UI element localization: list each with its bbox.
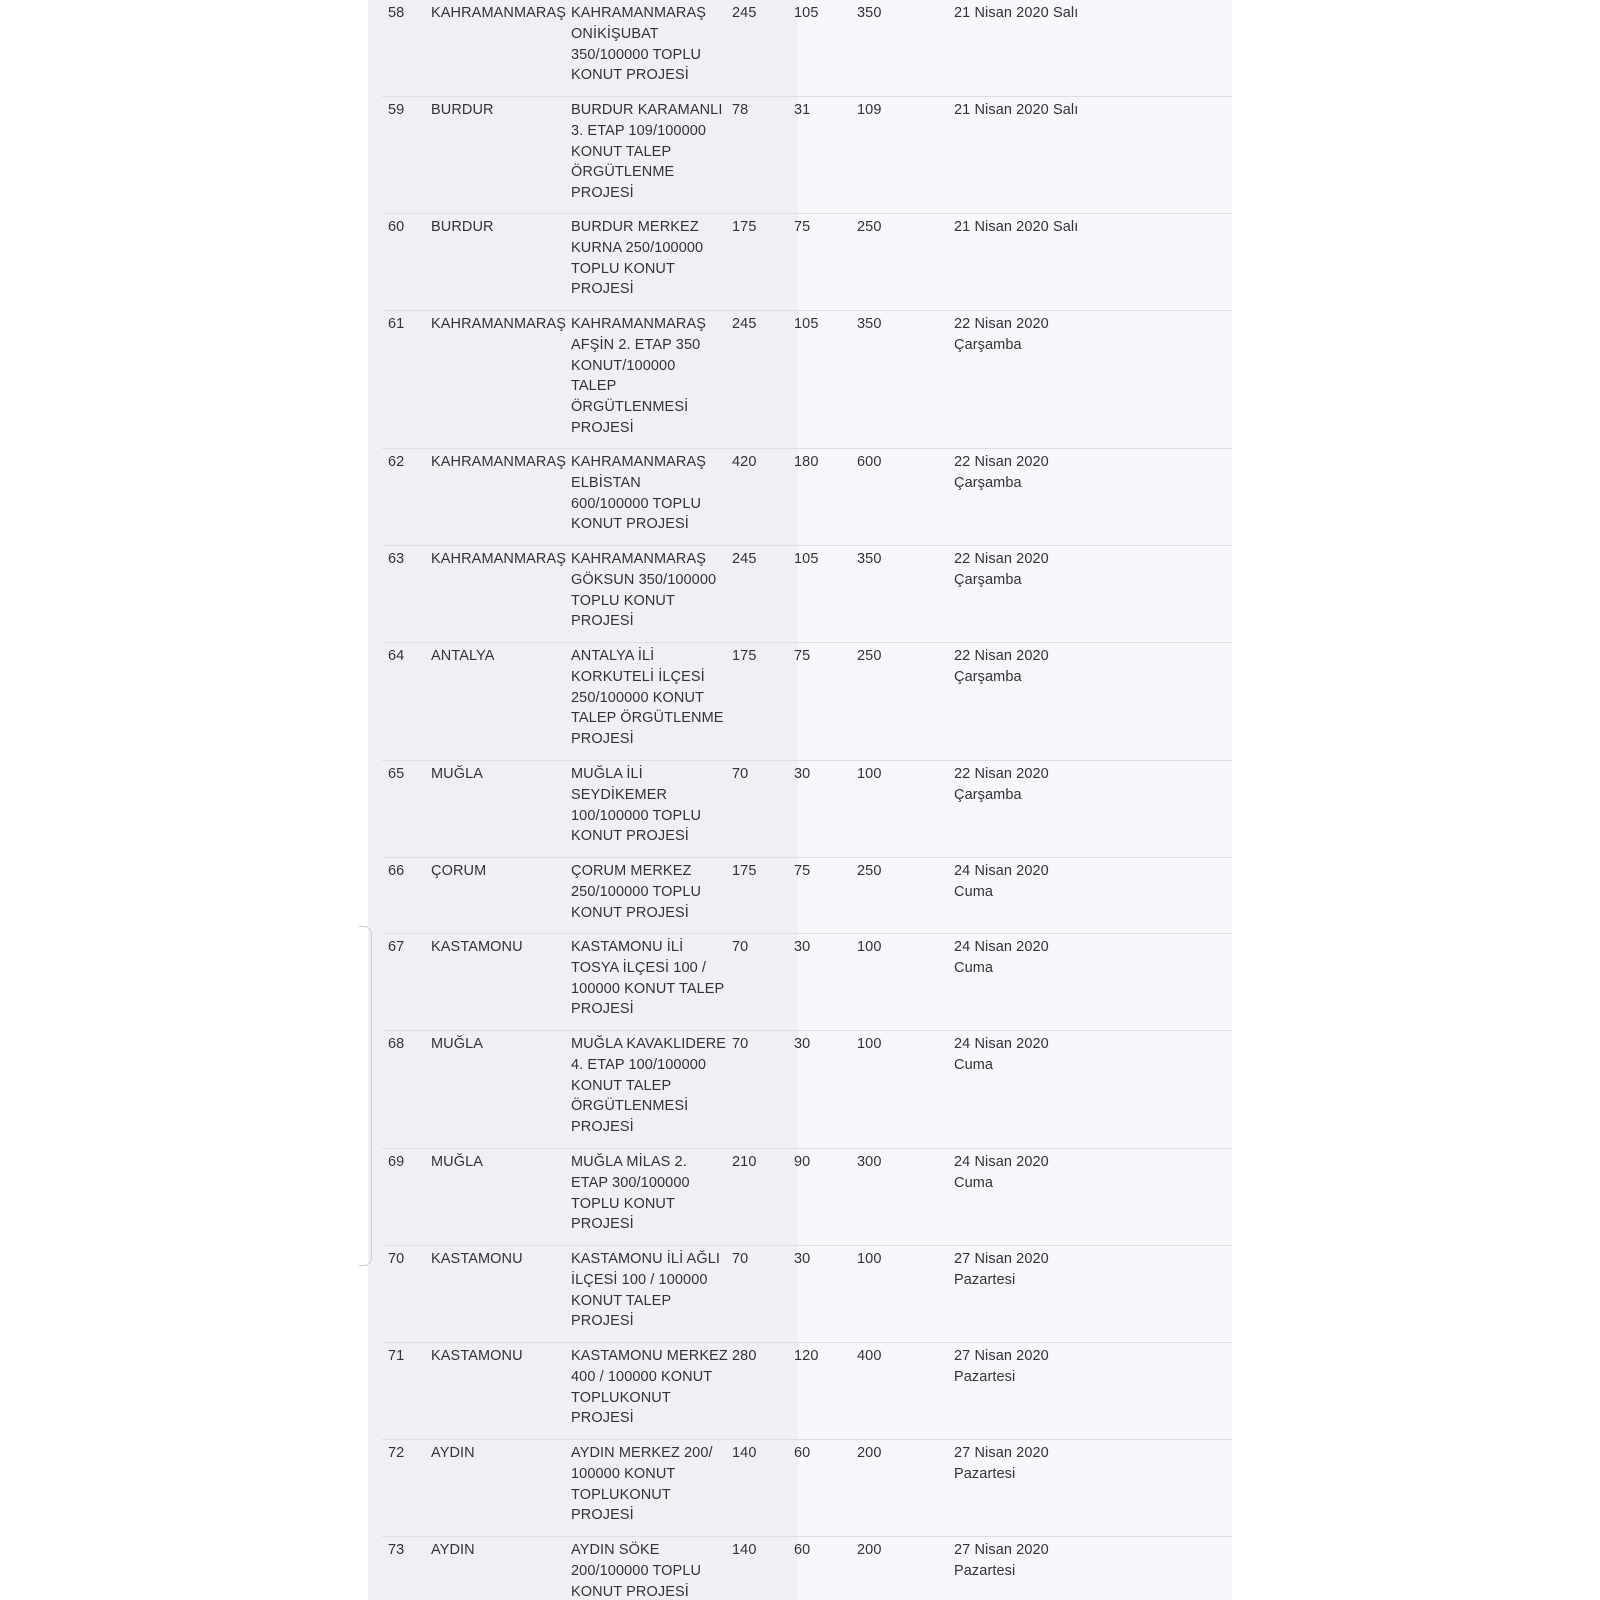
table-row	[382, 214, 1232, 311]
housing-projects-table	[382, 0, 1232, 1600]
row-date: 24 Nisan 2020 Cuma	[954, 939, 1049, 976]
row-number: 63	[388, 551, 405, 567]
row-city: KAHRAMANMARAŞ	[431, 551, 567, 567]
row-project: BURDUR KARAMANLI 3. ETAP 109/100000 KONUT TALEP ÖRGÜTLENME PROJESİ	[571, 102, 723, 202]
row-date: 24 Nisan 2020 Cuma	[954, 863, 1049, 900]
row-value-b: 30	[794, 1036, 811, 1052]
row-value-a: 245	[732, 551, 757, 567]
row-value-b: 30	[794, 1251, 811, 1267]
row-value-b: 30	[794, 939, 811, 955]
table-row	[382, 1246, 1232, 1343]
edge-swipe-handle[interactable]	[359, 926, 372, 1266]
table-panel[interactable]	[368, 0, 1232, 1600]
row-project: KASTAMONU İLİ AĞLI İLÇESİ 100 / 100000 KONUT TALEP PROJESİ	[571, 1251, 720, 1330]
table-row	[382, 0, 1232, 97]
row-value-a: 70	[732, 939, 749, 955]
row-number: 59	[388, 102, 405, 118]
row-value-total: 300	[857, 1154, 882, 1170]
table-row	[382, 934, 1232, 1031]
row-number: 65	[388, 766, 405, 782]
row-value-a: 210	[732, 1154, 757, 1170]
table-row	[382, 761, 1232, 858]
table-row	[382, 858, 1232, 934]
row-city: AYDIN	[431, 1445, 475, 1461]
row-value-total: 100	[857, 1251, 882, 1267]
row-date: 22 Nisan 2020 Çarşamba	[954, 454, 1049, 491]
row-project: MUĞLA İLİ SEYDİKEMER 100/100000 TOPLU KONUT PROJESİ	[571, 766, 702, 845]
row-project: KASTAMONU İLİ TOSYA İLÇESİ 100 / 100000 KONUT TALEP PROJESİ	[571, 939, 725, 1018]
table-row	[382, 1440, 1232, 1537]
row-value-a: 70	[732, 766, 749, 782]
row-value-total: 100	[857, 939, 882, 955]
row-project: AYDIN MERKEZ 200/ 100000 KONUT TOPLUKONUT PROJESİ	[571, 1445, 713, 1524]
row-city: BURDUR	[431, 219, 494, 235]
row-value-b: 105	[794, 316, 819, 332]
table-row	[382, 1149, 1232, 1246]
row-number: 71	[388, 1348, 405, 1364]
row-project: MUĞLA KAVAKLIDERE 4. ETAP 100/100000 KONUT TALEP ÖRGÜTLENMESİ PROJESİ	[571, 1036, 727, 1136]
table-row	[382, 97, 1232, 214]
row-number: 67	[388, 939, 405, 955]
table-row	[382, 643, 1232, 761]
row-value-b: 105	[794, 5, 819, 21]
row-city: BURDUR	[431, 102, 494, 118]
row-city: AYDIN	[431, 1542, 475, 1558]
row-value-a: 70	[732, 1036, 749, 1052]
row-number: 73	[388, 1542, 405, 1558]
row-city: KAHRAMANMARAŞ	[431, 5, 567, 21]
row-value-a: 78	[732, 102, 749, 118]
row-value-a: 70	[732, 1251, 749, 1267]
row-value-total: 200	[857, 1445, 882, 1461]
table-row	[382, 546, 1232, 643]
row-date: 22 Nisan 2020 Çarşamba	[954, 551, 1049, 588]
row-value-b: 180	[794, 454, 819, 470]
row-city: KAHRAMANMARAŞ	[431, 454, 567, 470]
row-number: 61	[388, 316, 405, 332]
row-value-total: 600	[857, 454, 882, 470]
row-city: MUĞLA	[431, 766, 484, 782]
row-date: 22 Nisan 2020 Çarşamba	[954, 316, 1049, 353]
row-value-b: 60	[794, 1542, 811, 1558]
row-value-b: 105	[794, 551, 819, 567]
row-date: 27 Nisan 2020 Pazartesi	[954, 1251, 1049, 1288]
row-date: 24 Nisan 2020 Cuma	[954, 1036, 1049, 1073]
row-value-b: 90	[794, 1154, 811, 1170]
row-date: 22 Nisan 2020 Çarşamba	[954, 766, 1049, 803]
row-project: ANTALYA İLİ KORKUTELİ İLÇESİ 250/100000 KONUT TALEP ÖRGÜTLENME PROJESİ	[571, 648, 724, 748]
row-value-total: 350	[857, 5, 882, 21]
row-value-a: 245	[732, 5, 757, 21]
row-value-a: 175	[732, 863, 757, 879]
row-number: 72	[388, 1445, 405, 1461]
row-value-total: 100	[857, 766, 882, 782]
row-value-total: 250	[857, 648, 882, 664]
row-value-a: 175	[732, 648, 757, 664]
table-row	[382, 1031, 1232, 1149]
row-project: ÇORUM MERKEZ 250/100000 TOPLU KONUT PROJESİ	[571, 863, 702, 921]
row-project: KAHRAMANMARAŞ AFŞİN 2. ETAP 350 KONUT/100000 TALEP ÖRGÜTLENMESİ PROJESİ	[571, 316, 707, 436]
table-row	[382, 311, 1232, 449]
row-project: AYDIN SÖKE 200/100000 TOPLU KONUT PROJESİ	[571, 1542, 702, 1600]
row-value-a: 420	[732, 454, 757, 470]
row-value-a: 140	[732, 1445, 757, 1461]
table-row	[382, 1343, 1232, 1440]
row-city: KASTAMONU	[431, 1251, 523, 1267]
row-value-total: 250	[857, 219, 882, 235]
row-value-a: 280	[732, 1348, 757, 1364]
row-date: 24 Nisan 2020 Cuma	[954, 1154, 1049, 1191]
row-date: 21 Nisan 2020 Salı	[954, 219, 1079, 235]
row-project: KAHRAMANMARAŞ GÖKSUN 350/100000 TOPLU KONUT PROJESİ	[571, 551, 717, 630]
row-number: 66	[388, 863, 405, 879]
row-number: 70	[388, 1251, 405, 1267]
row-value-b: 75	[794, 219, 811, 235]
row-value-total: 109	[857, 102, 882, 118]
row-value-b: 31	[794, 102, 811, 118]
row-project: BURDUR MERKEZ KURNA 250/100000 TOPLU KONUT PROJESİ	[571, 219, 704, 298]
row-date: 22 Nisan 2020 Çarşamba	[954, 648, 1049, 685]
row-value-total: 250	[857, 863, 882, 879]
row-value-b: 75	[794, 863, 811, 879]
row-value-total: 200	[857, 1542, 882, 1558]
row-city: ÇORUM	[431, 863, 487, 879]
row-date: 27 Nisan 2020 Pazartesi	[954, 1542, 1049, 1579]
row-date: 27 Nisan 2020 Pazartesi	[954, 1445, 1049, 1482]
row-value-total: 400	[857, 1348, 882, 1364]
row-city: KASTAMONU	[431, 939, 523, 955]
row-date: 27 Nisan 2020 Pazartesi	[954, 1348, 1049, 1385]
row-value-b: 30	[794, 766, 811, 782]
row-value-total: 100	[857, 1036, 882, 1052]
row-project: KASTAMONU MERKEZ 400 / 100000 KONUT TOPLUKONUT PROJESİ	[571, 1348, 728, 1427]
table-row	[382, 449, 1232, 546]
row-city: KAHRAMANMARAŞ	[431, 316, 567, 332]
row-value-a: 245	[732, 316, 757, 332]
row-value-a: 140	[732, 1542, 757, 1558]
row-value-total: 350	[857, 316, 882, 332]
row-project: KAHRAMANMARAŞ ONİKİŞUBAT 350/100000 TOPLU KONUT PROJESİ	[571, 5, 707, 84]
row-value-b: 60	[794, 1445, 811, 1461]
row-city: ANTALYA	[431, 648, 495, 664]
row-date: 21 Nisan 2020 Salı	[954, 5, 1079, 21]
row-city: MUĞLA	[431, 1154, 484, 1170]
row-value-b: 120	[794, 1348, 819, 1364]
row-value-total: 350	[857, 551, 882, 567]
row-city: KASTAMONU	[431, 1348, 523, 1364]
row-number: 69	[388, 1154, 405, 1170]
row-project: MUĞLA MİLAS 2. ETAP 300/100000 TOPLU KONUT PROJESİ	[571, 1154, 690, 1233]
table-row	[382, 1537, 1232, 1600]
row-date: 21 Nisan 2020 Salı	[954, 102, 1079, 118]
row-number: 68	[388, 1036, 405, 1052]
row-number: 62	[388, 454, 405, 470]
row-value-b: 75	[794, 648, 811, 664]
row-number: 64	[388, 648, 405, 664]
row-project: KAHRAMANMARAŞ ELBİSTAN 600/100000 TOPLU KONUT PROJESİ	[571, 454, 707, 533]
row-city: MUĞLA	[431, 1036, 484, 1052]
row-value-a: 175	[732, 219, 757, 235]
row-number: 58	[388, 5, 405, 21]
row-number: 60	[388, 219, 405, 235]
